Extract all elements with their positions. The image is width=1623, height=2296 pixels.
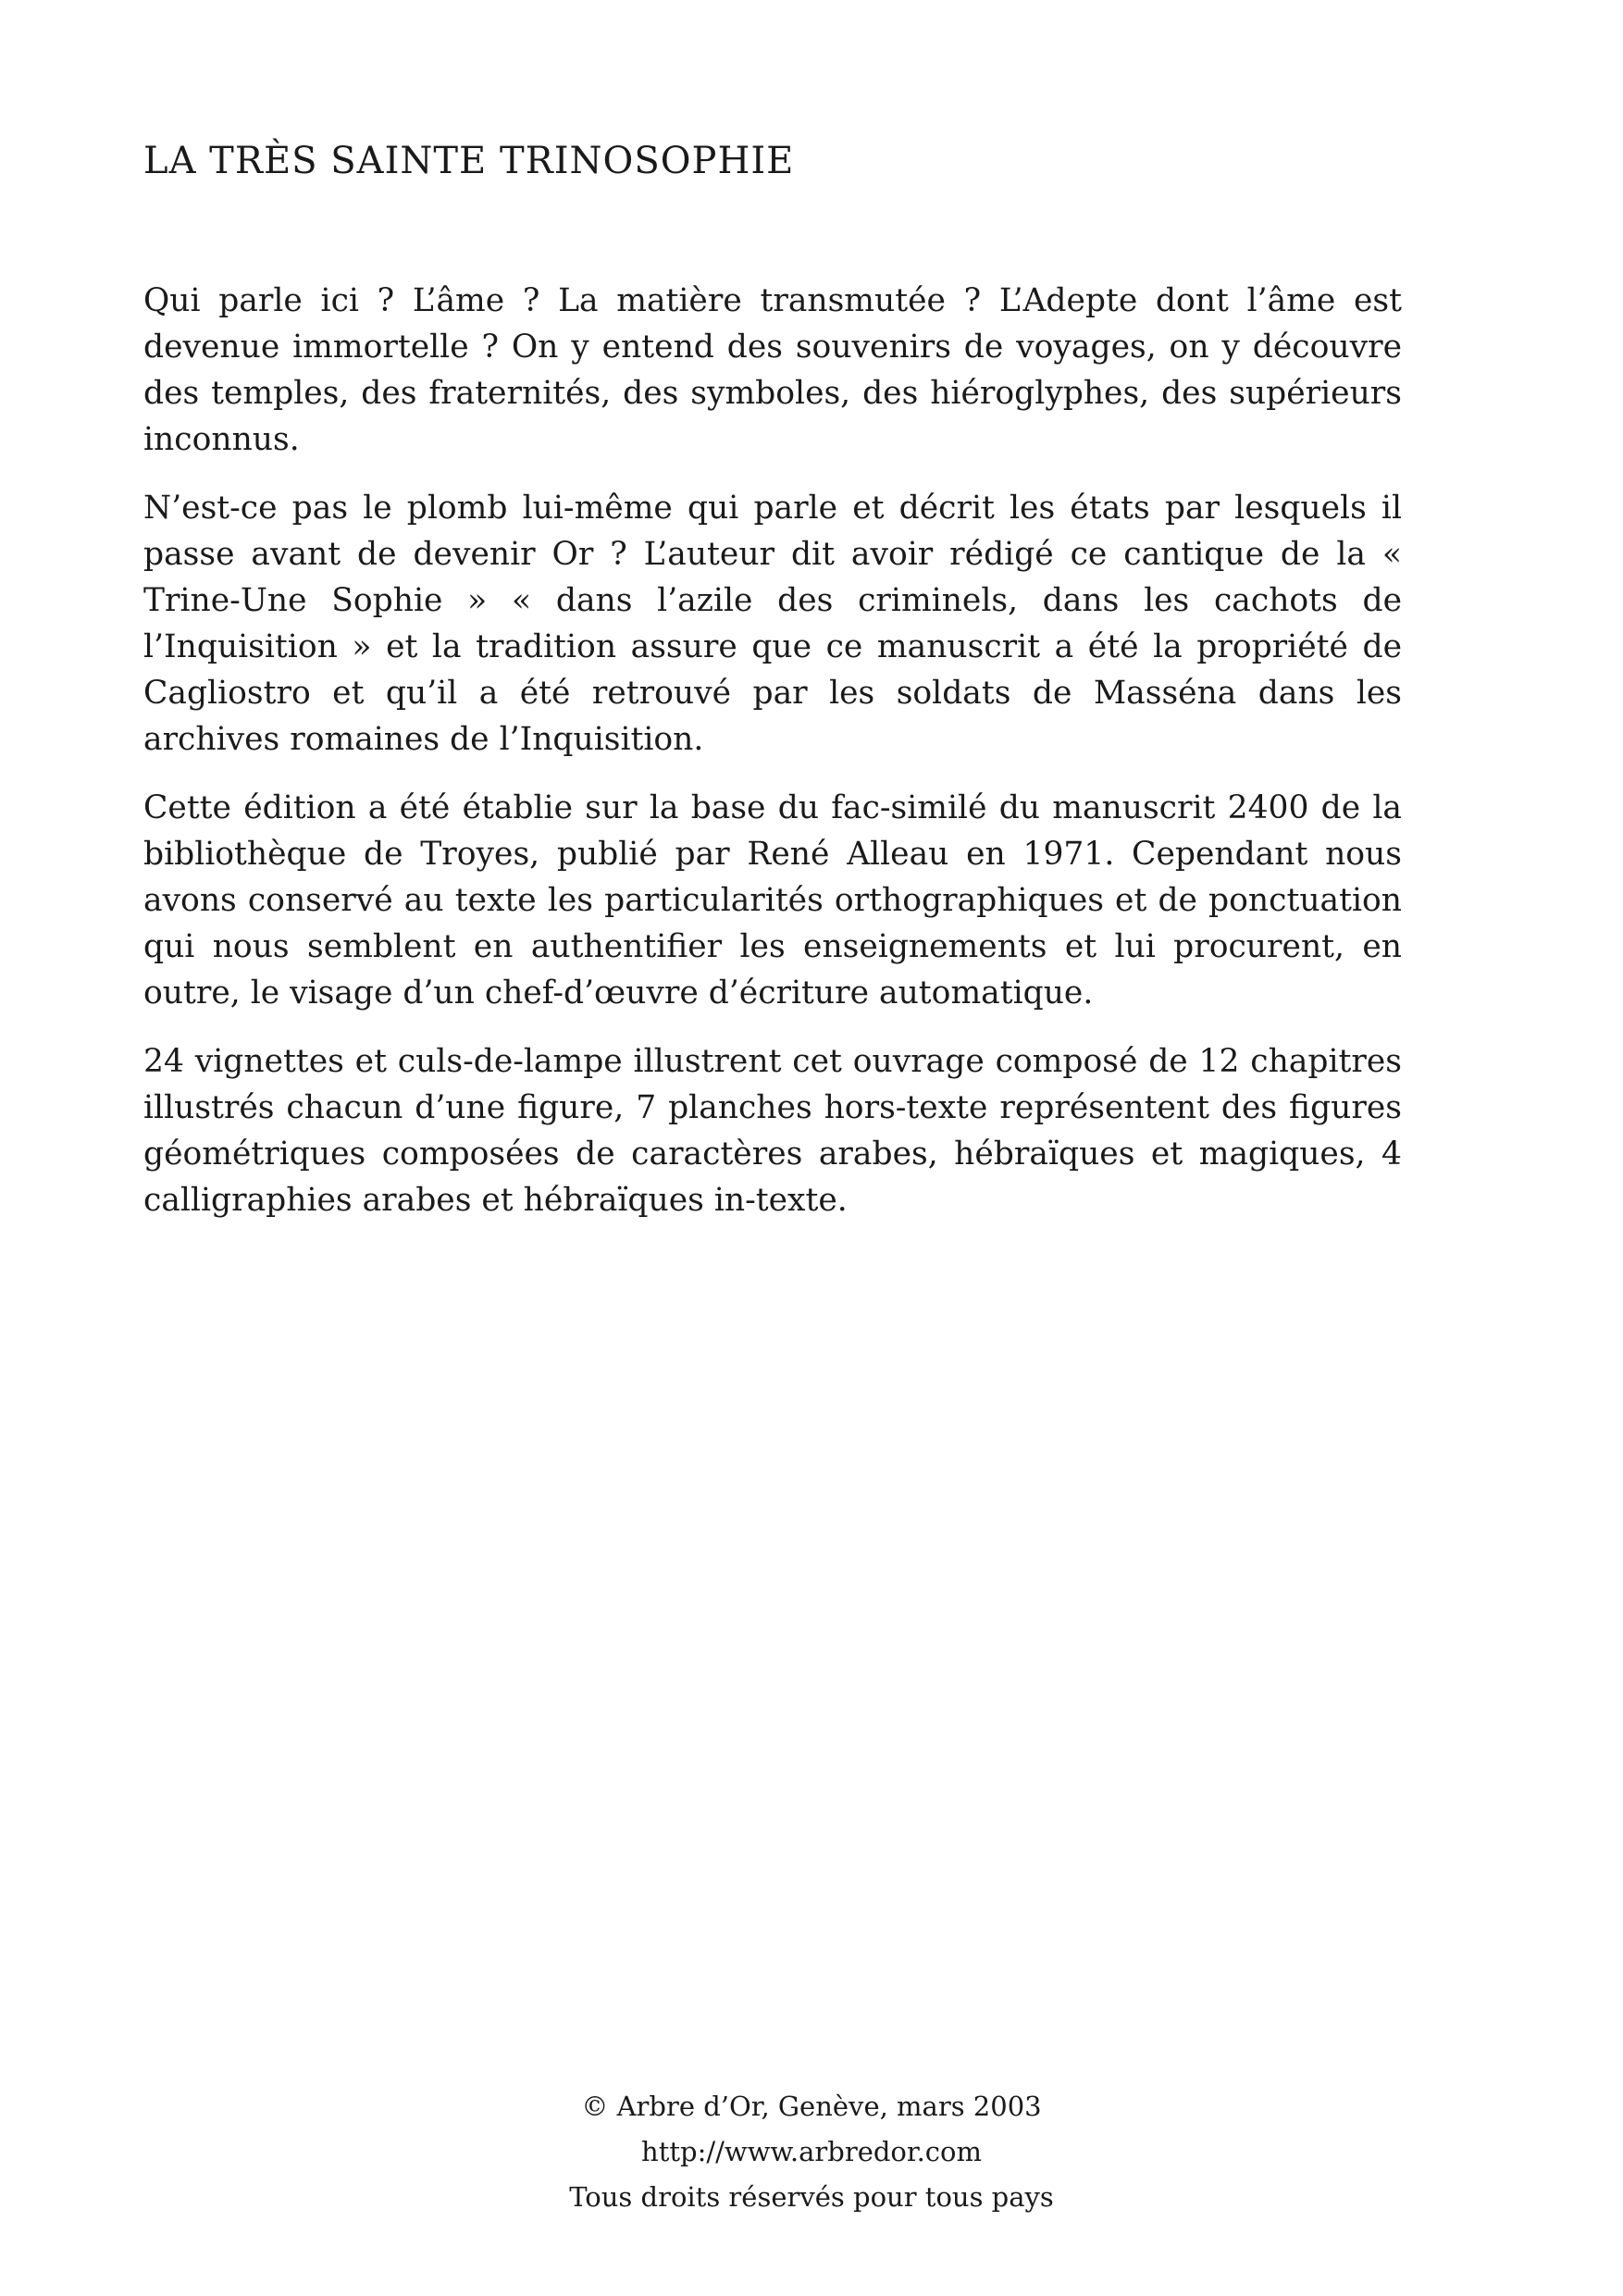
page-title: LA TRÈS SAINTE TRINOSOPHIE — [143, 140, 795, 182]
paragraph-4: 24 vignettes et culs-de-lampe illustrent cet ouvrage composé de 12 chapitres illustrés chacun d’une figure, 7 planches hors-texte représentent des figures géométriques composées de caractères arabes, hébraïques et magiques, 4 calligraphies arabes et hébraïques in-texte. — [143, 1043, 1402, 1219]
body-text — [143, 278, 1402, 1246]
website-url[interactable]: http://www.arbredor.com — [641, 2136, 982, 2167]
rights-line: Tous droits réservés pour tous pays — [569, 2181, 1054, 2213]
paragraph-1: Qui parle ici ? L’âme ? La matière transmutée ? L’Adepte dont l’âme est devenue immortelle ? On y entend des souvenirs de voyages, on y découvre des temples, des fraternités, des symboles, des hiéroglyphes, des supérieurs inconnus. — [143, 282, 1402, 458]
paragraph-3: Cette édition a été établie sur la base du fac-similé du manuscrit 2400 de la bibliothèque de Troyes, publié par René Alleau en 1971. Cependant nous avons conservé au texte les particularités orthographiques et de ponctuation qui nous semblent en authentifier les enseignements et lui procurent, en outre, le visage d’un chef-d’œuvre d’écriture automatique. — [143, 789, 1402, 1011]
copyright-line: © Arbre d’Or, Genève, mars 2003 — [581, 2091, 1042, 2122]
colophon — [0, 2084, 1623, 2220]
paragraph-2: N’est-ce pas le plomb lui-même qui parle et décrit les états par lesquels il passe avant de devenir Or ? L’auteur dit avoir rédigé ce cantique de la « Trine-Une Sophie » « dans l’azile des criminels, dans les cachots de l’Inquisition » et la tradition assure que ce manuscrit a été la propriété de Cagliostro et qu’il a été retrouvé par les soldats de Masséna dans les archives romaines de l’Inquisition. — [143, 490, 1402, 758]
